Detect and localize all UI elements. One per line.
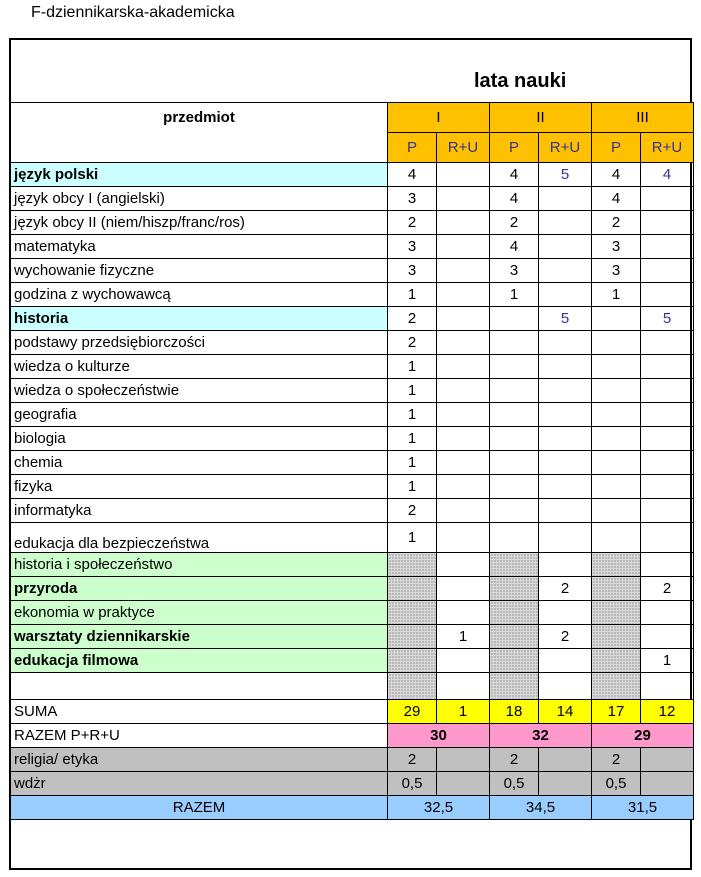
razem-pru-label: RAZEM P+R+U xyxy=(11,724,388,748)
hours-cell: 3 xyxy=(388,187,437,211)
hours-cell xyxy=(388,649,437,673)
hours-cell: 1 xyxy=(592,283,641,307)
hours-cell xyxy=(641,475,694,499)
hours-cell xyxy=(539,673,592,700)
hours-cell: 3 xyxy=(388,259,437,283)
hours-cell xyxy=(388,673,437,700)
suma-cell: 12 xyxy=(641,700,694,724)
subject-row xyxy=(11,673,694,700)
hours-cell xyxy=(539,187,592,211)
hours-cell: 2 xyxy=(388,307,437,331)
subject-row xyxy=(11,475,694,499)
hours-cell xyxy=(490,523,539,553)
subject-name xyxy=(11,673,388,700)
hours-cell xyxy=(490,403,539,427)
hours-cell xyxy=(490,475,539,499)
wdzr-row xyxy=(11,772,694,796)
hours-cell xyxy=(592,553,641,577)
subject-name: przyroda xyxy=(11,577,388,601)
hours-cell xyxy=(437,403,490,427)
subject-row xyxy=(11,553,694,577)
hours-cell xyxy=(437,163,490,187)
hours-cell xyxy=(592,307,641,331)
wdzr-cell: 0,5 xyxy=(490,772,539,796)
hours-cell xyxy=(437,355,490,379)
hours-cell xyxy=(641,451,694,475)
hours-cell: 1 xyxy=(388,451,437,475)
hours-cell xyxy=(437,283,490,307)
hours-cell xyxy=(592,427,641,451)
hours-cell xyxy=(388,553,437,577)
subject-name: edukacja filmowa xyxy=(11,649,388,673)
hours-cell xyxy=(490,355,539,379)
wdzr-empty-cell xyxy=(641,772,694,796)
suma-row xyxy=(11,700,694,724)
hours-cell xyxy=(641,553,694,577)
przedmiot-header: przedmiot xyxy=(11,103,388,163)
hours-cell xyxy=(641,427,694,451)
suma-cell: 18 xyxy=(490,700,539,724)
hours-cell xyxy=(490,553,539,577)
hours-cell: 2 xyxy=(388,331,437,355)
hours-cell xyxy=(539,553,592,577)
wdzr-label: wdżr xyxy=(11,772,388,796)
hours-cell xyxy=(592,403,641,427)
hours-cell xyxy=(437,523,490,553)
subject-name: chemia xyxy=(11,451,388,475)
suma-cell: 1 xyxy=(437,700,490,724)
subject-name: język polski xyxy=(11,163,388,187)
hours-cell xyxy=(490,577,539,601)
hours-cell: 4 xyxy=(592,163,641,187)
hours-cell: 1 xyxy=(437,625,490,649)
hours-cell: 3 xyxy=(592,259,641,283)
subject-name: edukacja dla bezpieczeństwa xyxy=(11,523,388,553)
hours-cell xyxy=(592,475,641,499)
sub-header-ru: R+U xyxy=(641,133,694,163)
hours-cell xyxy=(437,427,490,451)
hours-cell: 1 xyxy=(490,283,539,307)
suma-cell: 14 xyxy=(539,700,592,724)
razem-label: RAZEM xyxy=(11,796,388,820)
hours-cell xyxy=(592,673,641,700)
hours-cell: 2 xyxy=(592,211,641,235)
hours-cell: 1 xyxy=(388,475,437,499)
hours-cell xyxy=(437,211,490,235)
hours-cell xyxy=(641,673,694,700)
hours-cell xyxy=(592,355,641,379)
subject-name: warsztaty dziennikarskie xyxy=(11,625,388,649)
hours-cell: 3 xyxy=(592,235,641,259)
subject-row xyxy=(11,187,694,211)
hours-cell xyxy=(539,451,592,475)
hours-cell xyxy=(539,211,592,235)
hours-cell xyxy=(592,331,641,355)
hours-cell xyxy=(592,451,641,475)
subject-name: matematyka xyxy=(11,235,388,259)
hours-cell xyxy=(641,211,694,235)
subject-name: biologia xyxy=(11,427,388,451)
hours-cell: 1 xyxy=(388,523,437,553)
hours-cell: 4 xyxy=(641,163,694,187)
hours-cell xyxy=(490,649,539,673)
religia-cell: 2 xyxy=(490,748,539,772)
suma-cell: 17 xyxy=(592,700,641,724)
year-header-row xyxy=(11,103,694,133)
hours-cell: 4 xyxy=(388,163,437,187)
hours-cell: 1 xyxy=(388,355,437,379)
hours-cell xyxy=(641,355,694,379)
hours-cell: 5 xyxy=(641,307,694,331)
razem-pru-cell: 29 xyxy=(592,724,694,748)
subject-name: wychowanie fizyczne xyxy=(11,259,388,283)
hours-cell xyxy=(437,379,490,403)
hours-cell xyxy=(539,379,592,403)
subject-name: język obcy I (angielski) xyxy=(11,187,388,211)
hours-cell xyxy=(641,331,694,355)
hours-cell xyxy=(641,235,694,259)
hours-cell xyxy=(539,235,592,259)
curriculum-table xyxy=(10,102,694,820)
subject-row xyxy=(11,211,694,235)
subject-row xyxy=(11,379,694,403)
razem-pru-cell: 32 xyxy=(490,724,592,748)
hours-cell xyxy=(490,499,539,523)
hours-cell xyxy=(388,625,437,649)
hours-cell xyxy=(539,403,592,427)
hours-cell xyxy=(490,625,539,649)
lata-nauki-heading: lata nauki xyxy=(474,70,567,92)
suma-label: SUMA xyxy=(11,700,388,724)
year-header-3: III xyxy=(592,103,694,133)
hours-cell xyxy=(539,601,592,625)
hours-cell: 2 xyxy=(388,499,437,523)
sub-header-ru: R+U xyxy=(539,133,592,163)
hours-cell xyxy=(641,601,694,625)
subject-row xyxy=(11,259,694,283)
subject-row xyxy=(11,403,694,427)
religia-cell: 2 xyxy=(388,748,437,772)
religia-empty-cell xyxy=(539,748,592,772)
year-header-1: I xyxy=(388,103,490,133)
hours-cell xyxy=(490,307,539,331)
hours-cell xyxy=(592,499,641,523)
hours-cell xyxy=(592,577,641,601)
subject-row xyxy=(11,283,694,307)
hours-cell xyxy=(437,673,490,700)
hours-cell xyxy=(539,259,592,283)
hours-cell xyxy=(437,259,490,283)
hours-cell: 2 xyxy=(388,211,437,235)
document-title: F-dziennikarska-akademicka xyxy=(31,4,235,21)
hours-cell: 2 xyxy=(641,577,694,601)
year-header-2: II xyxy=(490,103,592,133)
subject-row xyxy=(11,235,694,259)
hours-cell xyxy=(539,523,592,553)
subject-name: godzina z wychowawcą xyxy=(11,283,388,307)
subject-row xyxy=(11,307,694,331)
hours-cell xyxy=(437,601,490,625)
subject-name: ekonomia w praktyce xyxy=(11,601,388,625)
razem-row xyxy=(11,796,694,820)
hours-cell: 1 xyxy=(388,283,437,307)
hours-cell: 5 xyxy=(539,307,592,331)
hours-cell xyxy=(437,553,490,577)
hours-cell xyxy=(437,499,490,523)
subject-row xyxy=(11,331,694,355)
hours-cell xyxy=(641,523,694,553)
hours-cell xyxy=(437,307,490,331)
hours-cell xyxy=(490,601,539,625)
hours-cell xyxy=(592,523,641,553)
hours-cell: 4 xyxy=(490,235,539,259)
hours-cell xyxy=(592,649,641,673)
hours-cell: 4 xyxy=(490,163,539,187)
razem-cell: 31,5 xyxy=(592,796,694,820)
hours-cell xyxy=(490,331,539,355)
suma-cell: 29 xyxy=(388,700,437,724)
subject-name: język obcy II (niem/hiszp/franc/ros) xyxy=(11,211,388,235)
sub-header-p: P xyxy=(592,133,641,163)
hours-cell xyxy=(490,673,539,700)
subject-name: historia xyxy=(11,307,388,331)
sub-header-ru: R+U xyxy=(437,133,490,163)
subject-name: wiedza o społeczeństwie xyxy=(11,379,388,403)
hours-cell xyxy=(592,625,641,649)
hours-cell xyxy=(437,451,490,475)
hours-cell: 1 xyxy=(388,403,437,427)
hours-cell xyxy=(641,499,694,523)
subject-row xyxy=(11,163,694,187)
hours-cell xyxy=(539,331,592,355)
hours-cell xyxy=(437,649,490,673)
hours-cell xyxy=(388,577,437,601)
subject-name: informatyka xyxy=(11,499,388,523)
hours-cell xyxy=(641,259,694,283)
hours-cell xyxy=(437,475,490,499)
hours-cell xyxy=(490,427,539,451)
razem-cell: 32,5 xyxy=(388,796,490,820)
subject-row xyxy=(11,499,694,523)
subject-row xyxy=(11,355,694,379)
hours-cell: 2 xyxy=(539,625,592,649)
hours-cell xyxy=(539,427,592,451)
subject-row xyxy=(11,427,694,451)
hours-cell xyxy=(437,187,490,211)
razem-cell: 34,5 xyxy=(490,796,592,820)
wdzr-empty-cell xyxy=(539,772,592,796)
religia-empty-cell xyxy=(437,748,490,772)
razem-pru-row xyxy=(11,724,694,748)
hours-cell: 1 xyxy=(641,649,694,673)
hours-cell xyxy=(539,283,592,307)
hours-cell xyxy=(641,379,694,403)
subject-row xyxy=(11,523,694,553)
subject-name: wiedza o kulturze xyxy=(11,355,388,379)
subject-row xyxy=(11,625,694,649)
religia-cell: 2 xyxy=(592,748,641,772)
hours-cell xyxy=(539,649,592,673)
subject-name: geografia xyxy=(11,403,388,427)
subject-row xyxy=(11,649,694,673)
subject-name: podstawy przedsiębiorczości xyxy=(11,331,388,355)
hours-cell xyxy=(641,625,694,649)
religia-label: religia/ etyka xyxy=(11,748,388,772)
hours-cell xyxy=(539,355,592,379)
hours-cell: 4 xyxy=(592,187,641,211)
hours-cell: 2 xyxy=(539,577,592,601)
subject-row xyxy=(11,577,694,601)
hours-cell: 3 xyxy=(388,235,437,259)
hours-cell xyxy=(641,403,694,427)
hours-cell xyxy=(641,283,694,307)
hours-cell: 4 xyxy=(490,187,539,211)
hours-cell: 3 xyxy=(490,259,539,283)
hours-cell xyxy=(592,379,641,403)
wdzr-cell: 0,5 xyxy=(592,772,641,796)
sub-header-p: P xyxy=(490,133,539,163)
hours-cell xyxy=(539,475,592,499)
hours-cell xyxy=(539,499,592,523)
hours-cell xyxy=(641,187,694,211)
hours-cell xyxy=(592,601,641,625)
hours-cell: 2 xyxy=(490,211,539,235)
hours-cell: 5 xyxy=(539,163,592,187)
subject-row xyxy=(11,601,694,625)
religia-row xyxy=(11,748,694,772)
wdzr-cell: 0,5 xyxy=(388,772,437,796)
subject-name: fizyka xyxy=(11,475,388,499)
hours-cell xyxy=(437,235,490,259)
razem-pru-cell: 30 xyxy=(388,724,490,748)
hours-cell xyxy=(490,379,539,403)
wdzr-empty-cell xyxy=(437,772,490,796)
subject-name: historia i społeczeństwo xyxy=(11,553,388,577)
hours-cell: 1 xyxy=(388,379,437,403)
subject-row xyxy=(11,451,694,475)
sub-header-p: P xyxy=(388,133,437,163)
hours-cell xyxy=(388,601,437,625)
religia-empty-cell xyxy=(641,748,694,772)
hours-cell xyxy=(437,577,490,601)
hours-cell xyxy=(437,331,490,355)
hours-cell: 1 xyxy=(388,427,437,451)
hours-cell xyxy=(490,451,539,475)
